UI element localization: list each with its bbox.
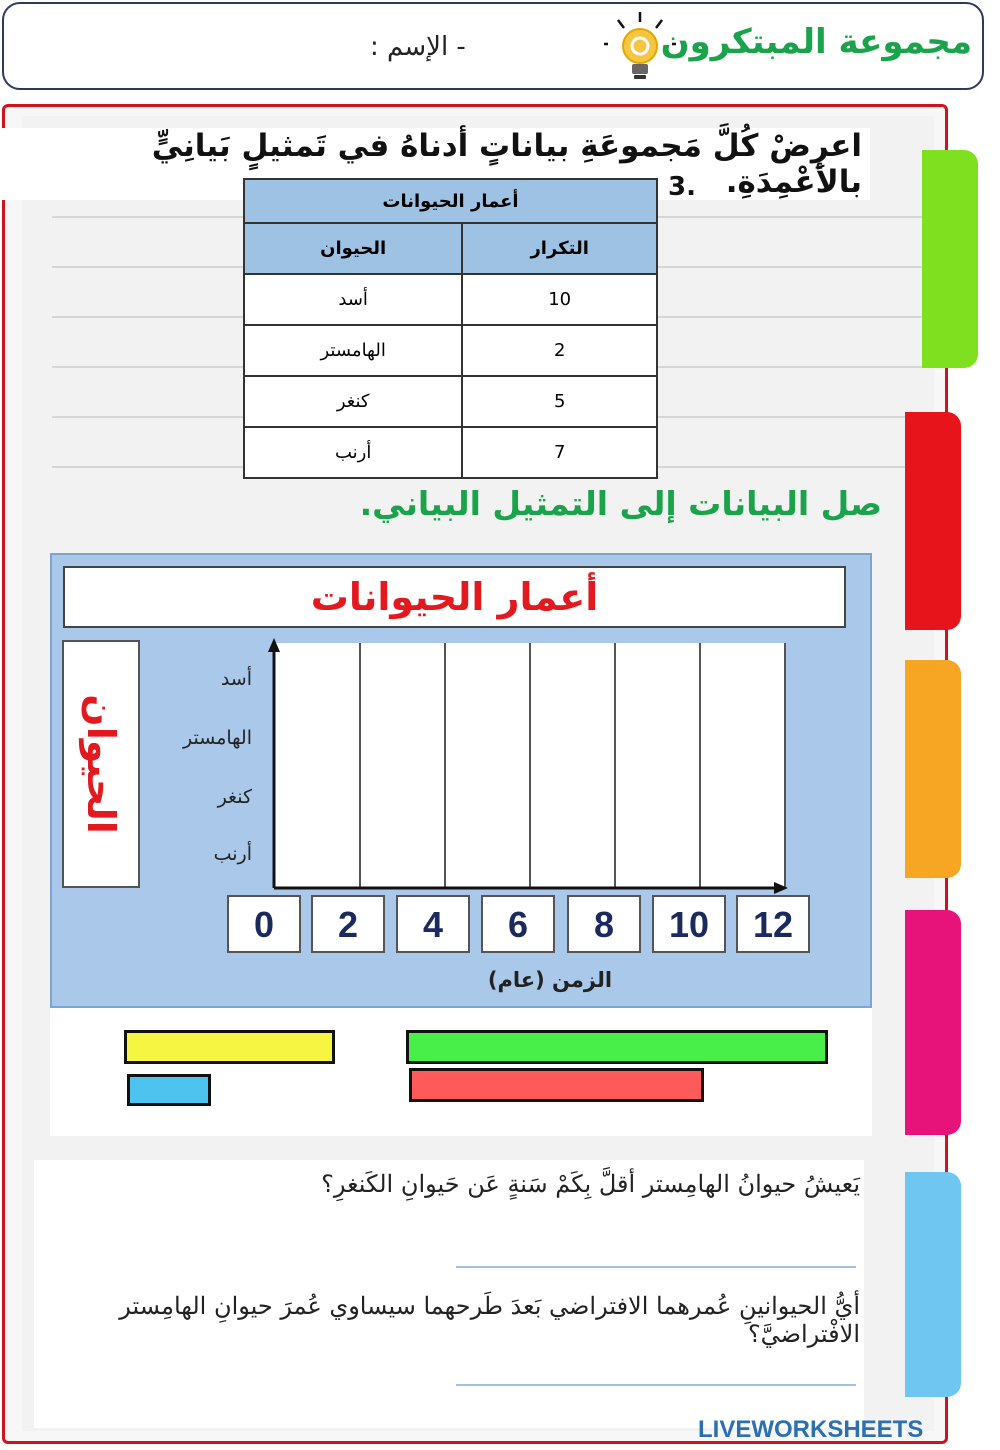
x-tick-label: 8 bbox=[567, 895, 641, 953]
brand-title: مجموعة المبتكرون bbox=[660, 22, 972, 62]
chart-title: أعمار الحيوانات bbox=[310, 575, 599, 619]
x-tick-label: 0 bbox=[227, 895, 301, 953]
y-axis-label: الحيوان bbox=[79, 694, 123, 834]
watermark: LIVEWORKSHEETS bbox=[698, 1416, 924, 1443]
answer-field-2[interactable] bbox=[456, 1384, 856, 1386]
lightbulb-icon bbox=[600, 8, 680, 88]
table-row bbox=[244, 376, 657, 427]
instruction-text: اعرِضْ كُلَّ مَجموعَةِ بياناتٍ أدناهُ في تَمثيلٍ بَيانِيٍّ بالأعْمِدَةِ. bbox=[0, 128, 870, 200]
table-cell-animal: الهامستر bbox=[244, 325, 462, 376]
table-header-animal: الحيوان bbox=[244, 223, 462, 274]
table-caption: أعمار الحيوانات bbox=[244, 179, 657, 223]
x-tick-label: 2 bbox=[311, 895, 385, 953]
table-cell-value: 5 bbox=[462, 376, 657, 427]
table-cell-animal: أرنب bbox=[244, 427, 462, 478]
table-cell-value: 7 bbox=[462, 427, 657, 478]
table-row bbox=[244, 427, 657, 478]
chart-axes bbox=[260, 636, 790, 898]
notebook-tab-orange bbox=[905, 660, 961, 878]
table-cell-animal: كنغر bbox=[244, 376, 462, 427]
draggable-bar[interactable] bbox=[406, 1030, 828, 1064]
answer-field-1[interactable] bbox=[456, 1266, 856, 1268]
draggable-bar[interactable] bbox=[409, 1068, 704, 1102]
notebook-tab-pink bbox=[905, 910, 961, 1135]
draggable-bar[interactable] bbox=[124, 1030, 335, 1064]
table-cell-animal: أسد bbox=[244, 274, 462, 325]
connect-instruction: صل البيانات إلى التمثيل البياني. bbox=[359, 484, 882, 523]
question-1: يَعيشُ حيوانُ الهامِستر أقلَّ بِكَمْ سَنةٍ عَن حَيوانِ الكَنغرِ؟ bbox=[321, 1170, 860, 1198]
category-label: أرنب bbox=[213, 843, 252, 865]
x-tick-label: 4 bbox=[396, 895, 470, 953]
question-2: أيُّ الحيوانينِ عُمرهما الافتراضي بَعدَ طَرحهما سيساوي عُمرَ حيوانِ الهامِستر الافْتراضيَّ؟ bbox=[119, 1292, 860, 1348]
x-tick-label: 12 bbox=[736, 895, 810, 953]
name-field-label: - الإسم : bbox=[370, 32, 466, 62]
notebook-tab-red bbox=[905, 412, 961, 630]
x-tick-label: 6 bbox=[481, 895, 555, 953]
x-tick-label: 10 bbox=[652, 895, 726, 953]
question-number: 3. bbox=[668, 172, 696, 202]
category-label: كنغر bbox=[217, 786, 252, 808]
table-cell-value: 2 bbox=[462, 325, 657, 376]
table-header-frequency: التكرار bbox=[462, 223, 657, 274]
category-label: الهامستر bbox=[183, 727, 252, 749]
table-row bbox=[244, 274, 657, 325]
x-axis-label: الزمن (عام) bbox=[487, 968, 613, 992]
y-axis-label-wrap bbox=[62, 640, 140, 888]
table-cell-value: 10 bbox=[462, 274, 657, 325]
animal-ages-table bbox=[243, 178, 658, 479]
table-row bbox=[244, 325, 657, 376]
notebook-tab-green bbox=[922, 150, 978, 368]
draggable-bar[interactable] bbox=[127, 1074, 211, 1106]
notebook-tab-blue bbox=[905, 1172, 961, 1397]
category-label: أسد bbox=[220, 668, 252, 690]
